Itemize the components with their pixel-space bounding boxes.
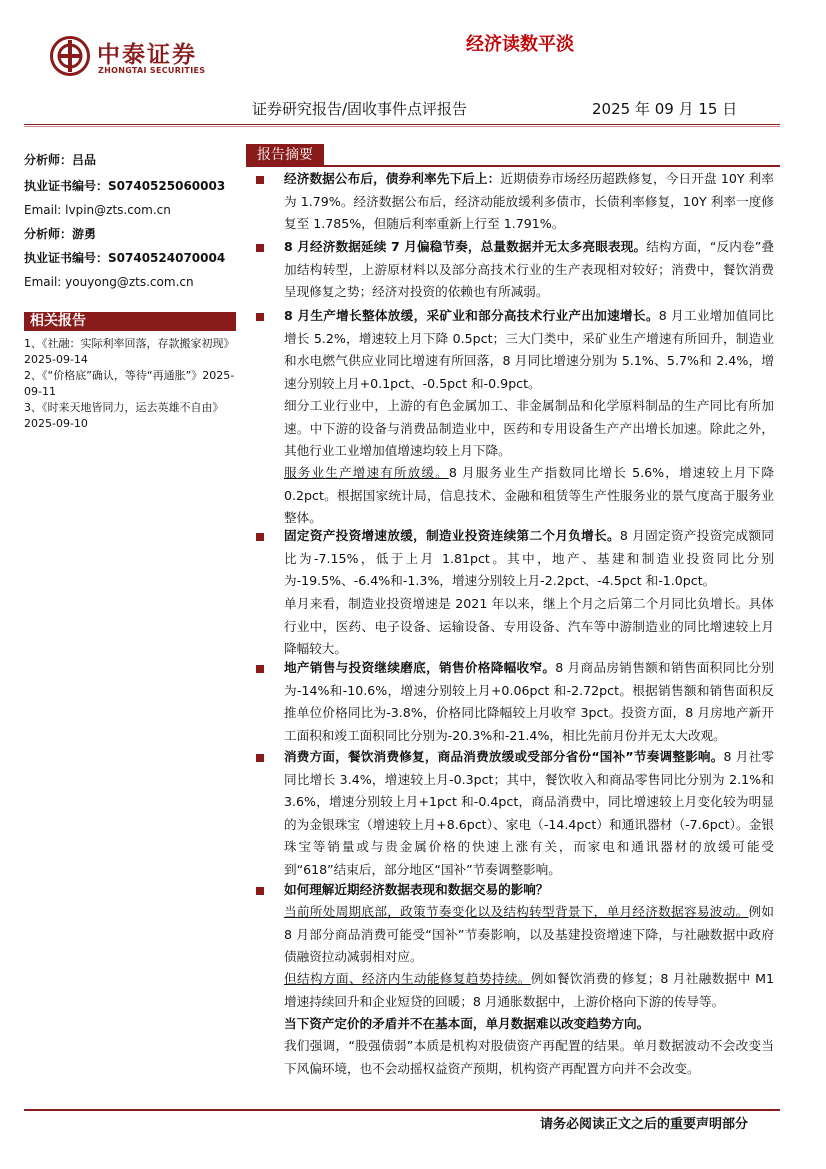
cert1-label: 执业证书编号： <box>24 179 109 193</box>
related-reports-list <box>24 336 236 432</box>
summary-divider <box>246 165 780 167</box>
cert1-number: S0740525060003 <box>108 179 226 193</box>
analyst1-label: 分析师： <box>24 153 73 167</box>
p4-text: 8 月固定资产投资完成额同比为-7.15%，低于上月 1.81pct。其中，地产、基建和制造业投资同比分别为-19.5%、-6.4%和-1.3%，增速分别较上月-2.2pct、-4.5pct 和-1.0pct。 <box>284 528 774 588</box>
summary-paragraph-4 <box>284 525 774 593</box>
summary-paragraph-3c <box>284 462 774 530</box>
bullet-icon <box>256 754 264 762</box>
p3-text: 8 月工业增加值同比增长 5.2%，增速较上月下降 0.5pct；三大门类中，采矿业生产增速有所回升，制造业和水电燃气供应业同比增速有所回落，8 月同比增速分别为 5.1%、5.7%和 2.4%，增速分别较上月+0.1pct、-0.5pct 和-0.9pct。 <box>284 308 774 391</box>
bullet-icon <box>256 533 264 541</box>
header-divider-thin <box>24 126 780 127</box>
summary-paragraph-3 <box>284 305 774 395</box>
summary-paragraph-1 <box>284 168 774 236</box>
p6-heading: 消费方面，餐饮消费修复，商品消费放缓或受部分省份“国补”节奏调整影响。 <box>284 749 724 764</box>
related-report-item[interactable]: 2、《“价格底”确认，等待“再通胀”》2025-09-11 <box>24 369 235 398</box>
p6-text: 8 月社零同比增长 3.4%，增速较上月-0.3pct；其中，餐饮收入和商品零售同比分别为 2.1%和 3.6%，增速分别较上月+1pct 和-0.4pct，商品消费中，同比增速较上月变化较为明显的为金银珠宝（增速较上月+8.6pct）、家电（-14.4pct）和通讯器材（-7.6pct）。金银珠宝等销量或与贵金属价格的快速上涨有关，而家电和通讯器材的放缓可能受到“618”结束后，部分地区“国补”节奏调整影响。 <box>284 749 774 877</box>
p7-underline-2: 但结构方面、经济内生动能修复趋势持续。 <box>284 971 531 986</box>
email2[interactable]: Email: youyong@zts.com.cn <box>24 275 194 289</box>
p7-heading: 如何理解近期经济数据表现和数据交易的影响？ <box>284 882 549 897</box>
footer-disclaimer: 请务必阅读正文之后的重要声明部分 <box>540 1117 749 1132</box>
summary-paragraph-7b <box>284 968 774 1013</box>
p3-text3: 8 月服务业生产指数同比增长 5.6%，增速较上月下降 0.2pct。根据国家统计局，信息技术、金融和租赁等生产性服务业的景气度高于服务业整体。 <box>284 465 775 525</box>
analyst2 <box>24 226 236 243</box>
p3-underline: 服务业生产增速有所放缓。 <box>284 465 449 480</box>
analyst1-name: 吕品 <box>72 153 97 167</box>
logo-icon <box>50 36 90 76</box>
analyst2-label: 分析师： <box>24 227 73 241</box>
bullet-icon <box>256 244 264 252</box>
p2-heading: 8 月经济数据延续 7 月偏稳节奏，总量数据并无太多亮眼表现。 <box>284 239 647 254</box>
related-reports-title: 相关报告 <box>24 312 236 331</box>
summary-paragraph-4b: 单月来看，制造业投资增速是 2021 年以来，继上个月之后第二个月同比负增长。具体行业中，医药、电子设备、运输设备、专用设备、汽车等中游制造业的同比增速较上月降幅较大。 <box>284 596 774 656</box>
email1[interactable]: Email: lvpin@zts.com.cn <box>24 203 171 217</box>
page-title: 经济读数平淡 <box>466 34 574 55</box>
cert1 <box>24 178 236 195</box>
p7-underline-1: 当前所处周期底部，政策节奏变化以及结构转型背景下，单月经济数据容易波动。 <box>284 904 749 919</box>
summary-label: 报告摘要 <box>246 144 324 166</box>
bullet-icon <box>256 665 264 673</box>
p7-text2: 例如餐饮消费的修复；8 月社融数据中 M1 增速持续回升和企业短贷的回暖；8 月通胀数据中，上游价格向下游的传导等。 <box>284 971 774 1009</box>
summary-paragraph-7c <box>284 1013 774 1036</box>
bullet-icon <box>256 313 264 321</box>
bullet-icon <box>256 176 264 184</box>
summary-paragraph-7a <box>284 901 774 969</box>
report-type: 证券研究报告/固收事件点评报告 <box>252 100 468 118</box>
analyst1 <box>24 152 236 169</box>
logo-subtext: ZHONGTAI SECURITIES <box>98 66 206 75</box>
footer-divider <box>24 1109 780 1111</box>
analyst2-name: 游勇 <box>72 227 97 241</box>
p5-heading: 地产销售与投资继续磨底，销售价格降幅收窄。 <box>284 660 556 675</box>
report-date: 2025 年 09 月 15 日 <box>592 100 738 118</box>
cert2-number: S0740524070004 <box>108 251 226 265</box>
summary-paragraph-6 <box>284 746 774 881</box>
cert2-label: 执业证书编号： <box>24 251 109 265</box>
summary-paragraph-7 <box>284 879 774 902</box>
cert2 <box>24 250 236 267</box>
p3-heading: 8 月生产增长整体放缓，采矿业和部分高技术行业产出加速增长。 <box>284 308 659 323</box>
related-report-item[interactable]: 1、《社融：实际利率回落，存款搬家初现》2025-09-14 <box>24 337 235 366</box>
p5-text: 8 月商品房销售额和销售面积同比分别为-14%和-10.6%，增速分别较上月+0.06pct 和-2.72pct。根据销售额和销售面积反推单位价格同比为-3.8%，价格同比降幅较上月收窄 3pct。投资方面，8 月房地产新开工面积和竣工面积同比分别为-20.3%和-21.4%，相比先前月份并无太大改观。 <box>284 660 774 743</box>
p2-text: 结构方面，“反内卷”叠加结构转型，上游原材料以及部分高技术行业的生产表现相对较好；消费中，餐饮消费呈现修复之势；经济对投资的依赖也有所减弱。 <box>284 239 774 299</box>
header-divider <box>24 124 780 125</box>
p1-heading: 经济数据公布后，债券利率先下后上： <box>284 171 501 186</box>
summary-paragraph-3b: 细分工业行业中，上游的有色金属加工、非金属制品和化学原料制品的生产同比有所加速。中下游的设备与消费品制造业中，医药和专用设备生产产出增长加速。除此之外，其他行业工业增加值增速均较上月下降。 <box>284 398 774 458</box>
p7-text1: 例如 8 月部分商品消费可能受“国补”节奏影响，以及基建投资增速下降，与社融数据中政府债融资拉动减弱相对应。 <box>284 904 775 964</box>
logo-text: 中泰证券 <box>97 42 197 68</box>
related-report-item[interactable]: 3、《时来天地皆同力，运去英雄不自由》2025-09-10 <box>24 401 224 430</box>
p1-text: 近期债券市场经历超跌修复，今日开盘 10Y 利率为 1.79%。经济数据公布后，经济动能放缓利多债市，长债利率修复，10Y 利率一度修复至 1.785%，但随后利率重新上行至 1.791%。 <box>284 171 774 231</box>
summary-paragraph-2 <box>284 236 774 304</box>
summary-paragraph-7d: 我们强调，“股强债弱”本质是机构对股债资产再配置的结果。单月数据波动不会改变当下风偏环境，也不会动摇权益资产预期，机构资产再配置方向并不会改变。 <box>284 1038 774 1076</box>
p4-heading: 固定资产投资增速放缓，制造业投资连续第二个月负增长。 <box>284 528 620 543</box>
bullet-icon <box>256 887 264 895</box>
summary-paragraph-5 <box>284 657 774 747</box>
p7-heading-2: 当下资产定价的矛盾并不在基本面，单月数据难以改变趋势方向。 <box>284 1016 650 1031</box>
